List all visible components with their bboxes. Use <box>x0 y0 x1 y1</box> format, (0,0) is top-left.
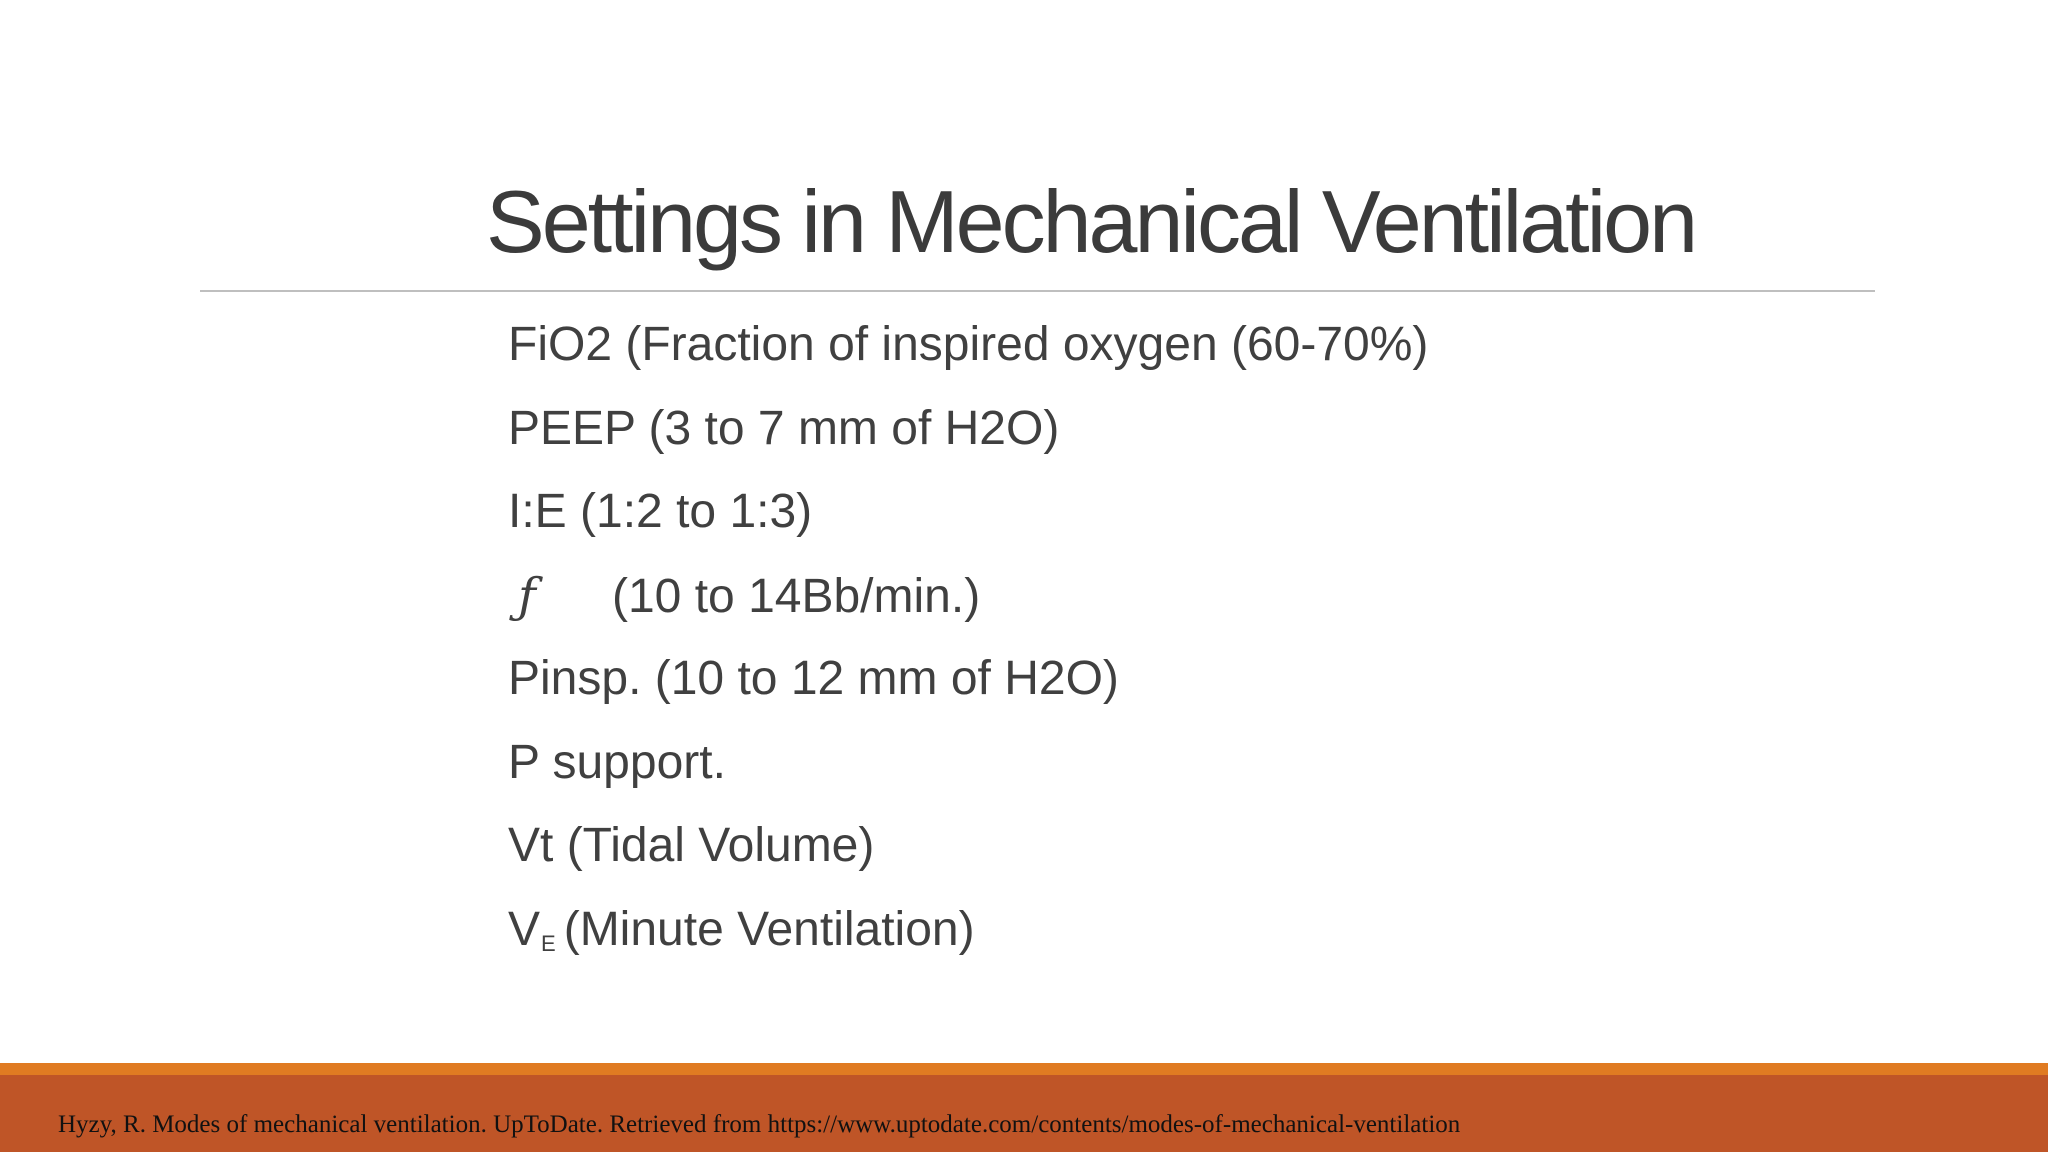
list-item-pinsp: Pinsp. (10 to 12 mm of H2O) <box>508 652 1119 705</box>
minute-ventilation-text: (Minute Ventilation) <box>563 902 975 956</box>
frequency-symbol: ƒ <box>518 567 536 624</box>
list-item-ie-ratio: I:E (1:2 to 1:3) <box>508 485 813 538</box>
list-item-minute-ventilation <box>508 893 1428 977</box>
list-item-tidal-volume: Vt (Tidal Volume) <box>508 819 875 872</box>
minute-ventilation-subscript: E <box>541 930 556 956</box>
minute-ventilation-base: V <box>508 902 541 956</box>
list-item-peep: PEEP (3 to 7 mm of H2O) <box>508 401 1060 455</box>
slide-title: Settings in Mechanical Ventilation <box>486 172 1696 271</box>
citation-text: Hyzy, R. Modes of mechanical ventilation. UpToDate. Retrieved from https://www.uptodate.com/contents/modes-of-mechanical-ventilation <box>58 1111 1461 1138</box>
footer-accent-stripe <box>0 1063 2048 1075</box>
frequency-text: (10 to 14Bb/min.) <box>612 569 981 623</box>
list-item-fio2: FiO2 (Fraction of inspired oxygen (60-70%) <box>508 318 1429 371</box>
list-item-p-support: P support. <box>508 735 726 789</box>
settings-list <box>508 308 1428 976</box>
list-item-frequency <box>508 559 1428 643</box>
title-divider <box>200 290 1875 292</box>
